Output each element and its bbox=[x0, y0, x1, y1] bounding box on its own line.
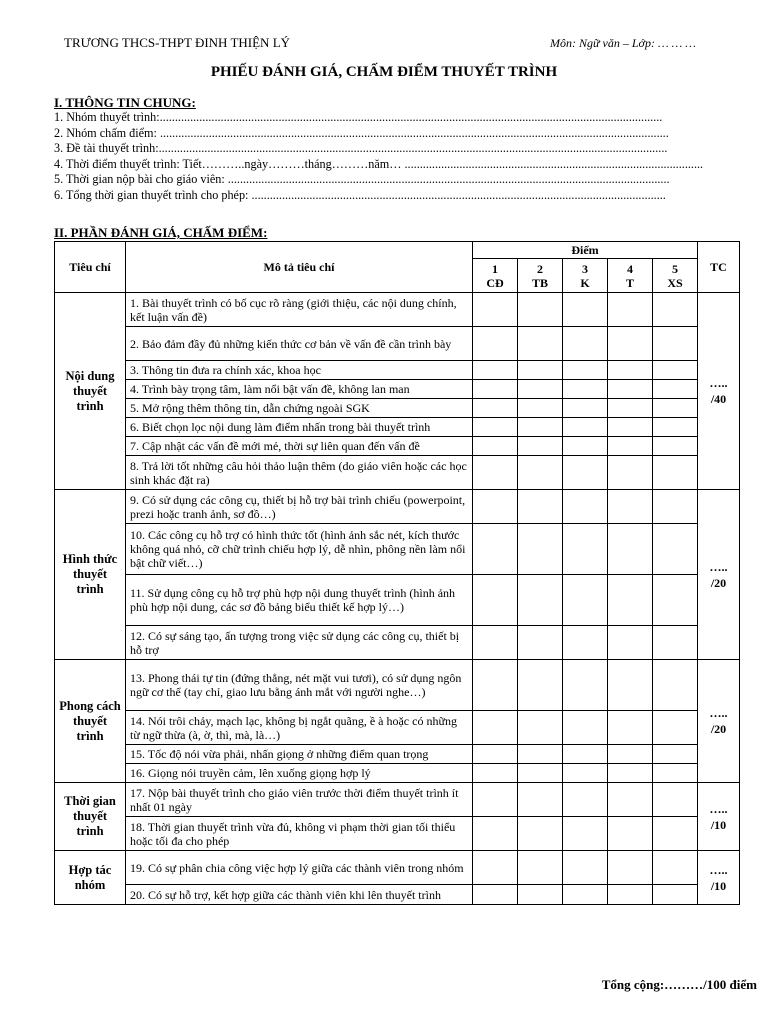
score-cell[interactable] bbox=[608, 851, 653, 885]
score-cell[interactable] bbox=[518, 626, 563, 660]
score-cell[interactable] bbox=[608, 783, 653, 817]
score-cell[interactable] bbox=[518, 885, 563, 905]
score-cell[interactable] bbox=[518, 711, 563, 745]
score-cell[interactable] bbox=[518, 456, 563, 490]
evaluation-table bbox=[54, 241, 740, 905]
level-code: K bbox=[580, 275, 590, 290]
score-cell[interactable] bbox=[473, 885, 518, 905]
criterion-description: 11. Sử dụng công cụ hỗ trợ phù hợp nội dung thuyết trình (hình ảnh phù hợp nội dung, các sơ đồ bảng biểu thiết kế hợp lý…) bbox=[126, 575, 473, 626]
table-row bbox=[55, 885, 740, 905]
score-cell[interactable] bbox=[653, 418, 698, 437]
group-total-max: /10 bbox=[710, 878, 727, 893]
subject-class: Môn: Ngữ văn – Lớp: … … … bbox=[550, 36, 696, 50]
score-cell[interactable] bbox=[563, 418, 608, 437]
level-number: 2 bbox=[537, 261, 543, 276]
criterion-description: 16. Giọng nói truyền cảm, lên xuống giọng hợp lý bbox=[126, 764, 473, 783]
score-cell[interactable] bbox=[608, 626, 653, 660]
criterion-description: 20. Có sự hỗ trợ, kết hợp giữa các thành viên khi lên thuyết trình bbox=[126, 885, 473, 905]
criterion-description: 8. Trả lời tốt những câu hỏi thảo luận thêm (do giáo viên hoặc các học sinh khác đặt ra) bbox=[126, 456, 473, 490]
criterion-description: 18. Thời gian thuyết trình vừa đủ, không vi phạm thời gian tối thiểu hoặc tối đa cho phép bbox=[126, 817, 473, 851]
score-cell[interactable] bbox=[473, 361, 518, 380]
score-cell[interactable] bbox=[473, 783, 518, 817]
score-cell[interactable] bbox=[563, 817, 608, 851]
score-cell[interactable] bbox=[653, 399, 698, 418]
score-cell[interactable] bbox=[518, 437, 563, 456]
criterion-description: 14. Nói trôi chảy, mạch lạc, không bị ngắt quãng, ề à hoặc có những từ ngữ thừa (à, ờ, thì, mà, là…) bbox=[126, 711, 473, 745]
score-cell[interactable] bbox=[473, 660, 518, 711]
score-cell[interactable] bbox=[608, 380, 653, 399]
score-cell[interactable] bbox=[518, 380, 563, 399]
score-cell[interactable] bbox=[563, 524, 608, 575]
level-header bbox=[653, 259, 698, 293]
score-cell[interactable] bbox=[563, 626, 608, 660]
score-cell[interactable] bbox=[563, 851, 608, 885]
score-cell[interactable] bbox=[653, 885, 698, 905]
score-cell[interactable] bbox=[473, 327, 518, 361]
score-cell[interactable] bbox=[563, 456, 608, 490]
score-cell[interactable] bbox=[473, 745, 518, 764]
score-cell[interactable] bbox=[608, 437, 653, 456]
score-cell[interactable] bbox=[518, 490, 563, 524]
table-row bbox=[55, 745, 740, 764]
level-number: 5 bbox=[672, 261, 678, 276]
evaluation-table-body bbox=[55, 293, 740, 905]
score-cell[interactable] bbox=[518, 524, 563, 575]
score-cell[interactable] bbox=[473, 764, 518, 783]
score-cell[interactable] bbox=[653, 711, 698, 745]
score-cell[interactable] bbox=[608, 327, 653, 361]
score-cell[interactable] bbox=[608, 418, 653, 437]
score-cell[interactable] bbox=[608, 399, 653, 418]
score-cell[interactable] bbox=[518, 399, 563, 418]
group-total-dots: ….. bbox=[709, 376, 728, 390]
criterion-description: 10. Các công cụ hỗ trợ có hình thức tốt (hình ảnh sắc nét, kích thước không quá nhỏ, cỡ chữ trình chiếu hợp lý, dễ nhìn, phông nền làm nổi bật chữ viết…) bbox=[126, 524, 473, 575]
score-cell[interactable] bbox=[563, 885, 608, 905]
score-cell[interactable] bbox=[563, 764, 608, 783]
table-row bbox=[55, 293, 740, 327]
score-cell[interactable] bbox=[653, 380, 698, 399]
score-cell[interactable] bbox=[473, 817, 518, 851]
score-cell[interactable] bbox=[563, 575, 608, 626]
score-cell[interactable] bbox=[518, 745, 563, 764]
criterion-description: 15. Tốc độ nói vừa phải, nhấn giọng ở những điểm quan trọng bbox=[126, 745, 473, 764]
criteria-name: Hình thức thuyết trình bbox=[55, 490, 126, 660]
table-row bbox=[55, 817, 740, 851]
score-cell[interactable] bbox=[653, 361, 698, 380]
score-cell[interactable] bbox=[608, 456, 653, 490]
score-cell[interactable] bbox=[518, 361, 563, 380]
score-cell[interactable] bbox=[563, 399, 608, 418]
criterion-description: 13. Phong thái tự tin (đứng thẳng, nét mặt vui tươi), có sử dụng ngôn ngữ cơ thể (tay chỉ, giao lưu bằng ánh mắt với người nghe…) bbox=[126, 660, 473, 711]
level-code: T bbox=[625, 275, 634, 290]
score-cell[interactable] bbox=[473, 851, 518, 885]
info-line-grading-group: 2. Nhóm chấm điểm: ....................................................................................................................................................................... bbox=[54, 125, 669, 140]
score-cell[interactable] bbox=[518, 293, 563, 327]
school-name: TRƯƠNG THCS-THPT ĐINH THIỆN LÝ bbox=[64, 35, 291, 50]
group-total-max: /20 bbox=[710, 722, 727, 736]
level-number: 4 bbox=[627, 261, 633, 276]
level-header bbox=[473, 259, 518, 293]
total-score: Tổng cộng:………/100 điểm bbox=[601, 977, 757, 992]
score-cell[interactable] bbox=[653, 745, 698, 764]
criterion-description: 7. Cập nhật các vấn đề mới mẻ, thời sự liên quan đến vấn đề bbox=[126, 437, 473, 456]
score-cell[interactable] bbox=[518, 575, 563, 626]
group-total-dots: ….. bbox=[709, 862, 728, 877]
group-total-max: /40 bbox=[710, 392, 727, 406]
info-line-submission-time: 5. Thời gian nộp bài cho giáo viên: ................................................................................................................................................. bbox=[54, 172, 670, 186]
criterion-description: 12. Có sự sáng tạo, ấn tượng trong việc sử dụng các công cụ, thiết bị hỗ trợ bbox=[126, 626, 473, 660]
table-row bbox=[55, 437, 740, 456]
score-cell[interactable] bbox=[518, 327, 563, 361]
level-code: TB bbox=[531, 275, 548, 290]
score-cell[interactable] bbox=[653, 626, 698, 660]
level-code: CĐ bbox=[486, 275, 504, 290]
score-cell[interactable] bbox=[563, 293, 608, 327]
group-total-cell[interactable] bbox=[698, 660, 740, 783]
score-cell[interactable] bbox=[653, 817, 698, 851]
score-cell[interactable] bbox=[563, 437, 608, 456]
score-cell[interactable] bbox=[608, 885, 653, 905]
score-cell[interactable] bbox=[473, 524, 518, 575]
score-cell[interactable] bbox=[653, 327, 698, 361]
score-cell[interactable] bbox=[518, 783, 563, 817]
table-row bbox=[55, 418, 740, 437]
score-cell[interactable] bbox=[518, 817, 563, 851]
score-cell[interactable] bbox=[518, 851, 563, 885]
score-cell[interactable] bbox=[608, 711, 653, 745]
score-cell[interactable] bbox=[473, 711, 518, 745]
score-cell[interactable] bbox=[653, 437, 698, 456]
score-cell[interactable] bbox=[473, 399, 518, 418]
score-cell[interactable] bbox=[653, 764, 698, 783]
score-cell[interactable] bbox=[473, 490, 518, 524]
table-row bbox=[55, 380, 740, 399]
score-cell[interactable] bbox=[653, 660, 698, 711]
criteria-name: Nội dung thuyết trình bbox=[55, 293, 126, 490]
score-cell[interactable] bbox=[563, 783, 608, 817]
score-cell[interactable] bbox=[608, 745, 653, 764]
score-cell[interactable] bbox=[608, 575, 653, 626]
criteria-name: Phong cách thuyết trình bbox=[55, 660, 126, 783]
level-code: XS bbox=[667, 275, 683, 290]
criterion-description: 9. Có sử dụng các công cụ, thiết bị hỗ trợ bài trình chiếu (powerpoint, prezi hoặc tranh ảnh, sơ đồ…) bbox=[126, 490, 473, 524]
group-total-dots: ….. bbox=[709, 706, 728, 720]
score-cell[interactable] bbox=[518, 660, 563, 711]
criterion-description: 4. Trình bày trọng tâm, làm nổi bật vấn đề, không lan man bbox=[126, 380, 473, 399]
section-evaluation-title: II. PHẦN ĐÁNH GIÁ, CHẤM ĐIỂM: bbox=[54, 225, 268, 240]
table-row bbox=[55, 575, 740, 626]
info-line-allowed-duration: 6. Tổng thời gian thuyết trình cho phép: ........................................................................................................................................ bbox=[54, 187, 666, 202]
score-cell[interactable] bbox=[563, 745, 608, 764]
group-total-dots: ….. bbox=[709, 559, 728, 574]
score-cell[interactable] bbox=[473, 293, 518, 327]
info-line-presentation-time: 4. Thời điểm thuyết trình: Tiết………..ngày………tháng………năm… .................................................................................................. bbox=[54, 156, 704, 171]
general-info-list bbox=[54, 110, 738, 203]
score-cell[interactable] bbox=[653, 293, 698, 327]
criterion-description: 19. Có sự phân chia công việc hợp lý giữa các thành viên trong nhóm bbox=[126, 851, 473, 885]
group-total-cell[interactable] bbox=[698, 851, 740, 905]
group-total-max: /20 bbox=[710, 575, 727, 590]
table-row bbox=[55, 456, 740, 490]
score-cell[interactable] bbox=[608, 293, 653, 327]
table-row bbox=[55, 524, 740, 575]
level-number: 3 bbox=[582, 261, 588, 276]
score-cell[interactable] bbox=[563, 490, 608, 524]
info-line-topic: 3. Đề tài thuyết trình:....................................................................................................................................................................... bbox=[54, 141, 668, 155]
criteria-name: Thời gian thuyết trình bbox=[55, 783, 126, 851]
score-cell[interactable] bbox=[653, 851, 698, 885]
group-total-cell[interactable] bbox=[698, 490, 740, 660]
group-total-dots: ….. bbox=[709, 801, 728, 816]
description-header: Mô tả tiêu chí bbox=[126, 242, 473, 293]
table-row bbox=[55, 399, 740, 418]
score-cell[interactable] bbox=[653, 490, 698, 524]
criteria-name: Hợp tác nhóm bbox=[55, 851, 126, 905]
score-cell[interactable] bbox=[563, 711, 608, 745]
score-cell[interactable] bbox=[608, 524, 653, 575]
criterion-description: 2. Bảo đảm đầy đủ những kiến thức cơ bản về vấn đề cần trình bày bbox=[126, 327, 473, 361]
criteria-header: Tiêu chí bbox=[55, 242, 126, 293]
table-row bbox=[55, 783, 740, 817]
level-number: 1 bbox=[492, 261, 498, 276]
score-cell[interactable] bbox=[473, 418, 518, 437]
score-cell[interactable] bbox=[473, 575, 518, 626]
table-row bbox=[55, 626, 740, 660]
score-header: Điểm bbox=[473, 242, 698, 259]
score-cell[interactable] bbox=[653, 783, 698, 817]
table-row bbox=[55, 660, 740, 711]
score-cell[interactable] bbox=[473, 456, 518, 490]
score-cell[interactable] bbox=[518, 418, 563, 437]
criterion-description: 17. Nộp bài thuyết trình cho giáo viên trước thời điểm thuyết trình ít nhất 01 ngày bbox=[126, 783, 473, 817]
table-row bbox=[55, 490, 740, 524]
score-cell[interactable] bbox=[473, 380, 518, 399]
score-cell[interactable] bbox=[608, 361, 653, 380]
level-header bbox=[518, 259, 563, 293]
criterion-description: 1. Bài thuyết trình có bố cục rõ ràng (giới thiệu, các nội dung chính, kết luận vấn đề) bbox=[126, 293, 473, 327]
score-cell[interactable] bbox=[473, 626, 518, 660]
table-row bbox=[55, 764, 740, 783]
criterion-description: 3. Thông tin đưa ra chính xác, khoa học bbox=[126, 361, 473, 380]
score-cell[interactable] bbox=[653, 524, 698, 575]
score-cell[interactable] bbox=[653, 575, 698, 626]
score-cell[interactable] bbox=[608, 660, 653, 711]
criterion-description: 6. Biết chọn lọc nội dung làm điểm nhấn trong bài thuyết trình bbox=[126, 418, 473, 437]
level-header bbox=[608, 259, 653, 293]
group-total-cell[interactable] bbox=[698, 293, 740, 490]
table-row bbox=[55, 851, 740, 885]
table-row bbox=[55, 711, 740, 745]
level-header bbox=[563, 259, 608, 293]
score-cell[interactable] bbox=[608, 817, 653, 851]
score-cell[interactable] bbox=[563, 361, 608, 380]
group-total-cell[interactable] bbox=[698, 783, 740, 851]
criterion-description: 5. Mở rộng thêm thông tin, dẫn chứng ngoài SGK bbox=[126, 399, 473, 418]
section-general-info-title: I. THÔNG TIN CHUNG: bbox=[54, 95, 196, 110]
score-cell[interactable] bbox=[563, 327, 608, 361]
info-line-presenting-group: 1. Nhóm thuyết trình:..................................................................................................................................................................... bbox=[54, 110, 663, 124]
score-cell[interactable] bbox=[563, 380, 608, 399]
page-title: PHIẾU ĐÁNH GIÁ, CHẤM ĐIỂM THUYẾT TRÌNH bbox=[210, 64, 558, 80]
group-total-max: /10 bbox=[710, 817, 727, 832]
table-row bbox=[55, 361, 740, 380]
score-cell[interactable] bbox=[608, 764, 653, 783]
score-cell[interactable] bbox=[608, 490, 653, 524]
score-cell[interactable] bbox=[563, 660, 608, 711]
score-cell[interactable] bbox=[473, 437, 518, 456]
table-row bbox=[55, 327, 740, 361]
tc-header: TC bbox=[698, 242, 740, 293]
score-cell[interactable] bbox=[518, 764, 563, 783]
score-cell[interactable] bbox=[653, 456, 698, 490]
